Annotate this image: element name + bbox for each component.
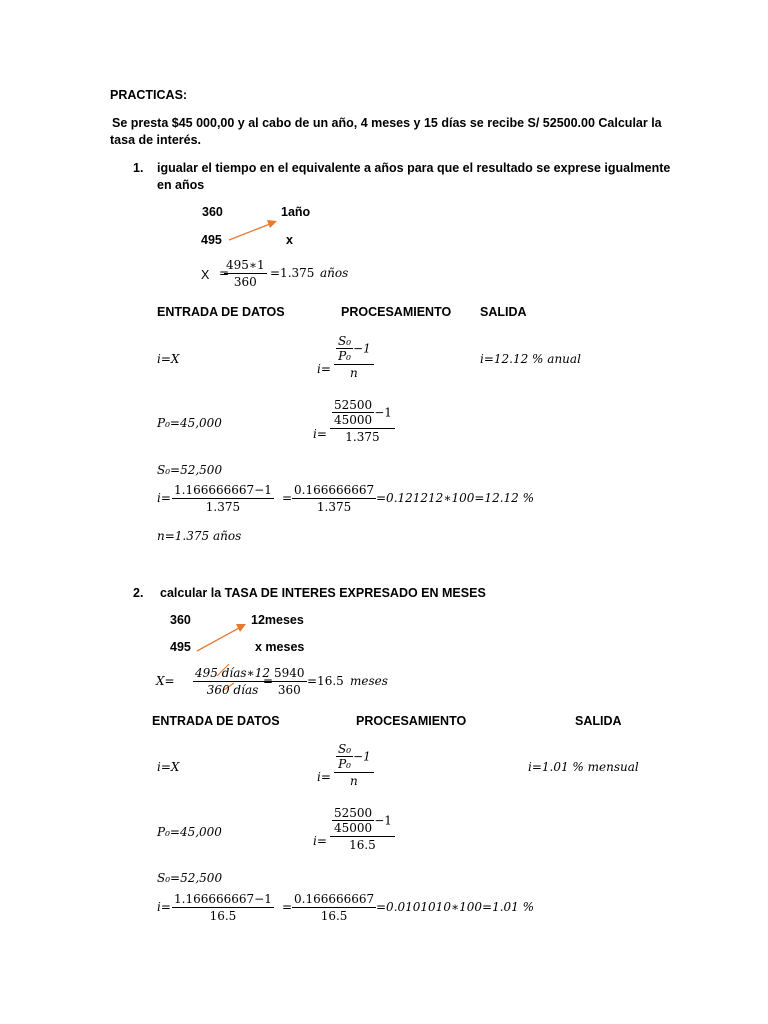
step1-rule-a: 360 bbox=[202, 205, 223, 219]
step2-header-output: SALIDA bbox=[575, 714, 622, 728]
step2-number: 2. bbox=[133, 586, 144, 600]
step2-formula-fraction bbox=[334, 742, 374, 788]
step1-i-eq-x: i=X bbox=[157, 352, 180, 366]
step1-subst-p: 45000 bbox=[334, 413, 373, 427]
step2-calc-tail: =0.0101010∗100=1.01 % bbox=[376, 900, 534, 914]
step1-calc-num2: 0.166666667 bbox=[294, 483, 375, 497]
step2-i-eq-x: i=X bbox=[157, 760, 180, 774]
step1-calc-den2: 1.375 bbox=[316, 500, 352, 514]
step1-rule-b: 1año bbox=[281, 205, 311, 219]
step2-calc-den1: 16.5 bbox=[209, 909, 237, 923]
step2-header-input: ENTRADA DE DATOS bbox=[152, 714, 280, 728]
step2-calc-fraction1 bbox=[172, 892, 274, 923]
step1-x-num: 495∗1 bbox=[226, 258, 265, 272]
step2-subst-minus1: −1 bbox=[374, 813, 392, 828]
step2-formula-i: i= bbox=[317, 770, 331, 784]
step2-result-unit: mensual bbox=[587, 760, 639, 774]
step1-rule-c: 495 bbox=[201, 233, 222, 247]
problem-line-2: tasa de interés. bbox=[110, 133, 202, 147]
step2-rule-d: x meses bbox=[255, 640, 305, 654]
page-heading: PRACTICAS: bbox=[110, 88, 188, 102]
step1-calc-num1: 1.166666667−1 bbox=[174, 483, 272, 497]
step1-text-line1: igualar el tiempo en el equivalente a años para que el resultado se exprese igualmente bbox=[157, 161, 671, 175]
step1-formula-p0: P₀ bbox=[338, 349, 351, 363]
step2-header-process: PROCESAMIENTO bbox=[356, 714, 467, 728]
step1-x-den: 360 bbox=[233, 275, 257, 289]
step1-subst-minus1: −1 bbox=[374, 405, 392, 420]
step2-subst-i: i= bbox=[313, 834, 327, 848]
step2-calc-num1: 1.166666667−1 bbox=[174, 892, 272, 906]
step2-rule-c: 495 bbox=[170, 640, 191, 654]
step1-p0: P₀=45,000 bbox=[157, 416, 222, 430]
step1-calc-eq: = bbox=[282, 491, 293, 505]
step2-x-den2: 360 bbox=[277, 683, 301, 697]
step2-x-unit: meses bbox=[350, 674, 388, 688]
step2-calc-i: i= bbox=[157, 900, 171, 914]
step1-header-input: ENTRADA DE DATOS bbox=[157, 305, 285, 319]
step1-x-unit: años bbox=[320, 266, 349, 280]
step2-formula-minus1: −1 bbox=[353, 749, 371, 764]
step1-subst-n: 1.375 bbox=[345, 430, 380, 444]
step1-formula-s0: S₀ bbox=[338, 334, 352, 348]
step2-rule-a: 360 bbox=[170, 613, 191, 627]
step2-text: calcular la TASA DE INTERES EXPRESADO EN MESES bbox=[160, 586, 486, 600]
step2-x-num1: 495 días∗12 bbox=[195, 666, 270, 680]
step1-calc-i: i= bbox=[157, 491, 171, 505]
step2-x-fraction2 bbox=[272, 666, 307, 697]
step1-n-unit: años bbox=[212, 529, 242, 543]
step1-subst-i: i= bbox=[313, 427, 327, 441]
step1-formula-i: i= bbox=[317, 362, 331, 376]
step2-calc-num2: 0.166666667 bbox=[294, 892, 375, 906]
step1-result-unit: anual bbox=[547, 352, 581, 366]
step2-calc-eq: = bbox=[282, 900, 293, 914]
step1-formula-minus1: −1 bbox=[353, 341, 371, 356]
step1-x-label: X bbox=[201, 268, 210, 282]
step2-rule-b: 12meses bbox=[251, 613, 304, 627]
step2-subst-fraction bbox=[330, 806, 395, 852]
step2-calc-fraction2 bbox=[292, 892, 376, 923]
step2-x-num2: 5940 bbox=[274, 666, 305, 680]
step2-x-label: X= bbox=[156, 674, 175, 688]
step1-header-output: SALIDA bbox=[480, 305, 527, 319]
step2-subst-n: 16.5 bbox=[349, 838, 376, 852]
step2-formula-p0: P₀ bbox=[338, 757, 351, 771]
step2-result-value: i=1.01 % bbox=[528, 760, 584, 774]
step1-result-value: i=12.12 % bbox=[480, 352, 544, 366]
step2-p0: P₀=45,000 bbox=[157, 825, 222, 839]
step1-subst-s: 52500 bbox=[334, 398, 373, 412]
step1-n-value: n=1.375 bbox=[157, 529, 210, 543]
step1-text-line2: en años bbox=[157, 178, 205, 192]
step2-s0: S₀=52,500 bbox=[157, 871, 223, 885]
step1-calc-den1: 1.375 bbox=[205, 500, 241, 514]
step1-x-eq: = bbox=[219, 266, 230, 280]
step2-subst-p: 45000 bbox=[334, 821, 373, 835]
step1-s0: S₀=52,500 bbox=[157, 463, 223, 477]
problem-line-1: Se presta $45 000,00 y al cabo de un año, 4 meses y 15 días se recibe S/ 52500.00 Calcular la bbox=[112, 116, 662, 130]
step2-x-fraction1 bbox=[193, 666, 272, 697]
step2-x-den1: 360 días bbox=[206, 683, 259, 697]
step2-x-eq: = bbox=[263, 674, 274, 688]
step2-formula-n: n bbox=[350, 774, 358, 788]
step2-x-result: =16.5 bbox=[307, 674, 344, 688]
step1-calc-tail: =0.121212∗100=12.12 % bbox=[376, 491, 534, 505]
step1-number: 1. bbox=[133, 161, 144, 175]
step1-rule-d: x bbox=[286, 233, 293, 247]
step1-formula-n: n bbox=[350, 366, 358, 380]
step1-x-result: =1.375 bbox=[270, 266, 315, 280]
step1-header-process: PROCESAMIENTO bbox=[341, 305, 452, 319]
step2-result bbox=[528, 760, 639, 774]
step2-formula-s0: S₀ bbox=[338, 742, 352, 756]
step2-calc-den2: 16.5 bbox=[320, 909, 348, 923]
step2-subst-s: 52500 bbox=[334, 806, 373, 820]
